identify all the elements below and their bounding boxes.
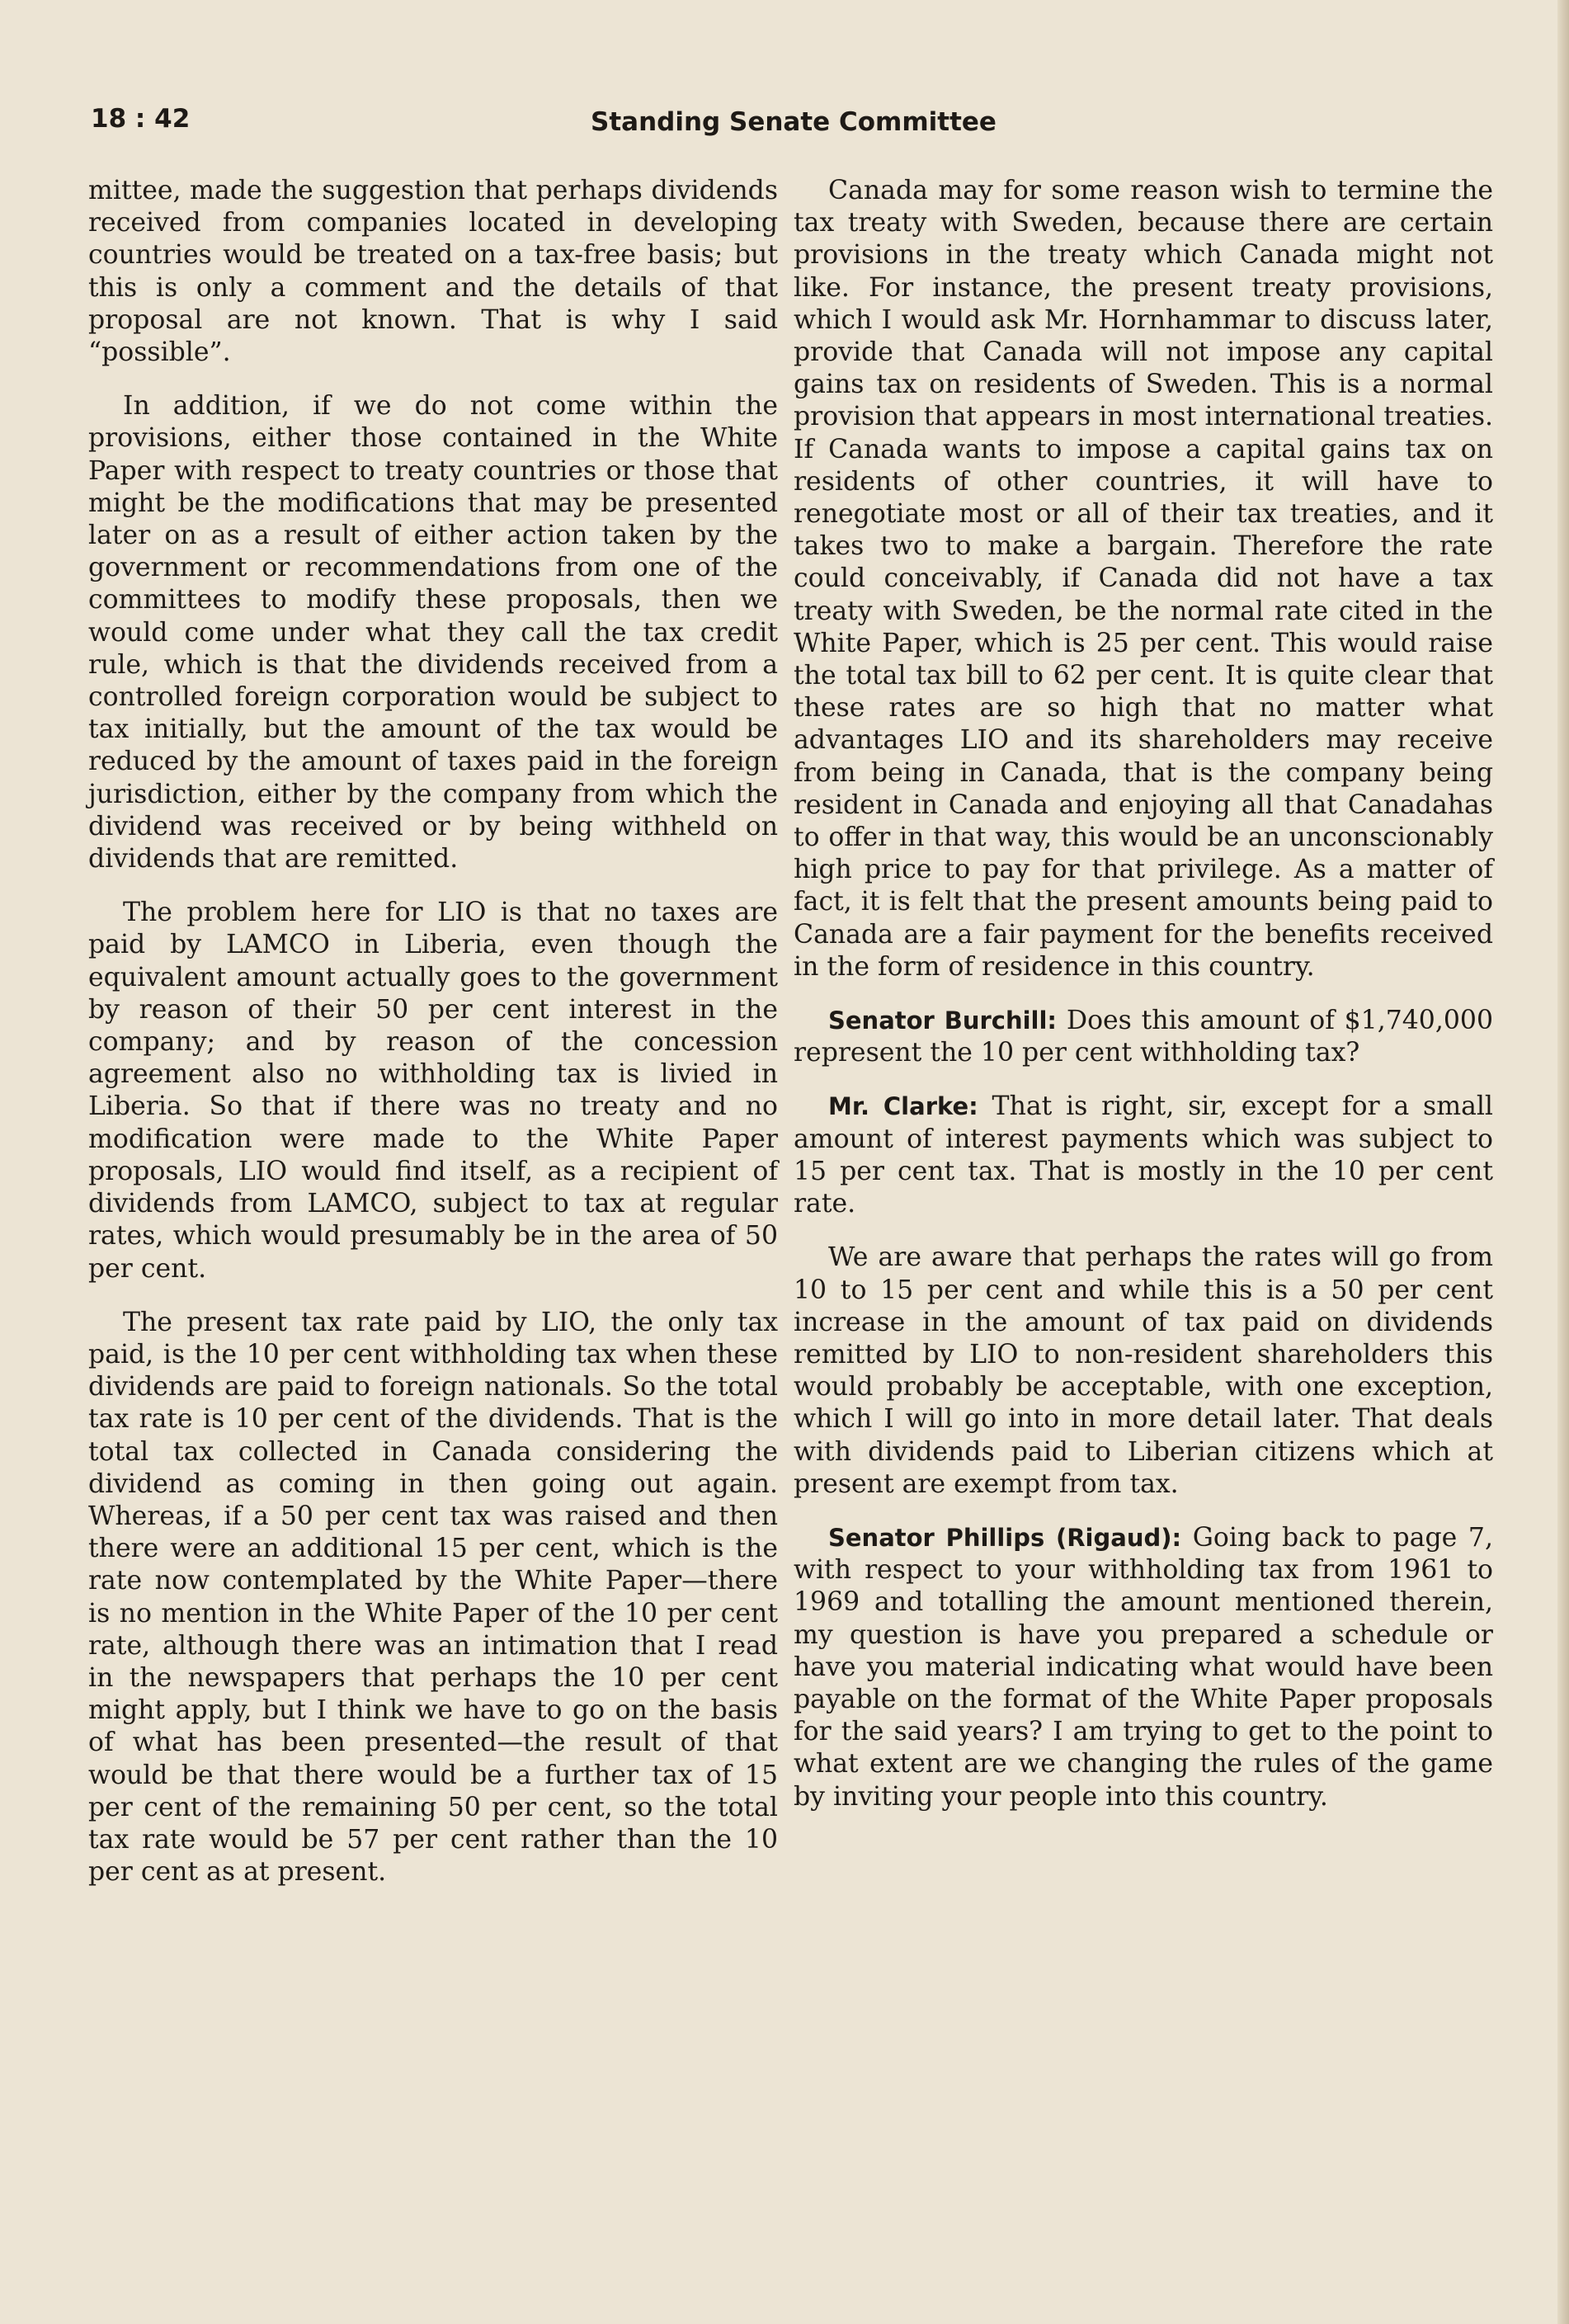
paragraph-sweden-treaty: Canada may for some reason wish to termine the tax treaty with Sweden, because there are certain provisions in the treaty which Canada might not like. For instance, the present treaty provisions, which I would ask Mr. Hornhammar to discuss later, provide that Canada will not impose any capital gains tax on residents of Sweden. This is a normal provision that appears in most international treaties. If Canada wants to impose a capital gains tax on residents of other countries, it will have to renegotiate most or all of their tax treaties, and it takes two to make a bargain. Therefore the rate could conceivably, if Canada did not have a tax treaty with Sweden, be the normal rate cited in the White Paper, which is 25 per cent. This would raise the total tax bill to 62 per cent. It is quite clear that these rates are so high that no matter what advantages LIO and its shareholders may receive from being in Canada, that is the company being resident in Canada and enjoying all that Canadahas to offer in that way, this would be an unconscionably high price to pay for that privilege. As a matter of fact, it is felt that the present amounts being paid to Canada are a fair payment for the benefits received in the form of residence in this country. bbox=[794, 176, 1493, 982]
statement-senator-burchill bbox=[794, 1005, 1493, 1069]
right-column bbox=[794, 175, 1493, 1835]
statement-senator-phillips bbox=[794, 1522, 1493, 1813]
paragraph-continuation: mittee, made the suggestion that perhaps dividends received from companies located in developing countries would be treated on a tax-free basis; but this is only a comment and the details of that proposal are not known. That is why I said “possible”. bbox=[88, 176, 778, 368]
paragraph-rates-increase: We are aware that perhaps the rates will go from 10 to 15 per cent and while this is a 50 per cent increase in the amount of tax paid on dividends remitted by LIO to non-resident shareholders this would probably be acceptable, with one exception, which I will go into in more detail later. That deals with dividends paid to Liberian citizens which at present are exempt from tax. bbox=[794, 1242, 1493, 1499]
paragraph-tax-credit-rule: In addition, if we do not come within the provisions, either those contained in the White Paper with respect to treaty countries or those that might be the modifications that may be presented later on as a result of either action taken by the government or recommendations from one of the committees to modify these proposals, then we would come under what they call the tax credit rule, which is that the dividends received from a controlled foreign corporation would be subject to tax initially, but the amount of the tax would be reduced by the amount of taxes paid in the foreign jurisdiction, either by the company from which the dividend was received or by being withheld on dividends that are remitted. bbox=[88, 391, 778, 874]
speaker-name: Senator Phillips (Rigaud): bbox=[828, 1523, 1182, 1552]
page-header bbox=[91, 104, 1006, 145]
statement-text: Does this amount of $1,740,000 represent the 10 per cent withholding tax? bbox=[794, 1006, 1493, 1068]
statement-text: Going back to page 7, with respect to your withholding tax from 1961 to 1969 and totalling the amount mentioned therein, my question is have you prepared a schedule or have you material indicating what would have been payable on the format of the White Paper proposals for the said years? I am trying to get to the point to what extent are we changing the rules of the game by inviting your people into this country. bbox=[794, 1522, 1493, 1812]
speaker-name: Mr. Clarke: bbox=[828, 1092, 978, 1121]
statement-text: That is right, sir, except for a small amount of interest payments which was subject to 15 per cent tax. That is mostly in the 10 per cent rate. bbox=[794, 1091, 1494, 1219]
paragraph-present-tax-rate: The present tax rate paid by LIO, the only tax paid, is the 10 per cent withholding tax when these dividends are paid to foreign nationals. So the total tax rate is 10 per cent of the dividends. That is the total tax collected in Canada considering the dividend as coming in then going out again. Whereas, if a 50 per cent tax was raised and then there were an additional 15 per cent, which is the rate now contemplated by the White Paper—there is no mention in the White Paper of the 10 per cent rate, although there was an intimation that I read in the newspapers that perhaps the 10 per cent might apply, but I think we have to go on the basis of what has been presented—the result of that would be that there would be a further tax of 15 per cent of the remaining 50 per cent, so the total tax rate would be 57 per cent rather than the 10 per cent as at present. bbox=[88, 1307, 778, 1888]
page-number: 18 : 42 bbox=[91, 104, 191, 134]
speaker-name: Senator Burchill: bbox=[828, 1006, 1058, 1035]
statement-mr-clarke bbox=[794, 1091, 1493, 1220]
page-edge-shadow bbox=[1557, 0, 1569, 2324]
paragraph-lamco-liberia: The problem here for LIO is that no taxes are paid by LAMCO in Liberia, even though the equivalent amount actually goes to the government by reason of their 50 per cent interest in the company; and by reason of the concession agreement also no withholding tax is livied in Liberia. So that if there was no treaty and no modification were made to the White Paper proposals, LIO would find itself, as a recipient of dividends from LAMCO, subject to tax at regular rates, which would presumably be in the area of 50 per cent. bbox=[88, 898, 778, 1284]
left-column bbox=[88, 175, 778, 1910]
running-title: Standing Senate Committee bbox=[591, 107, 997, 137]
